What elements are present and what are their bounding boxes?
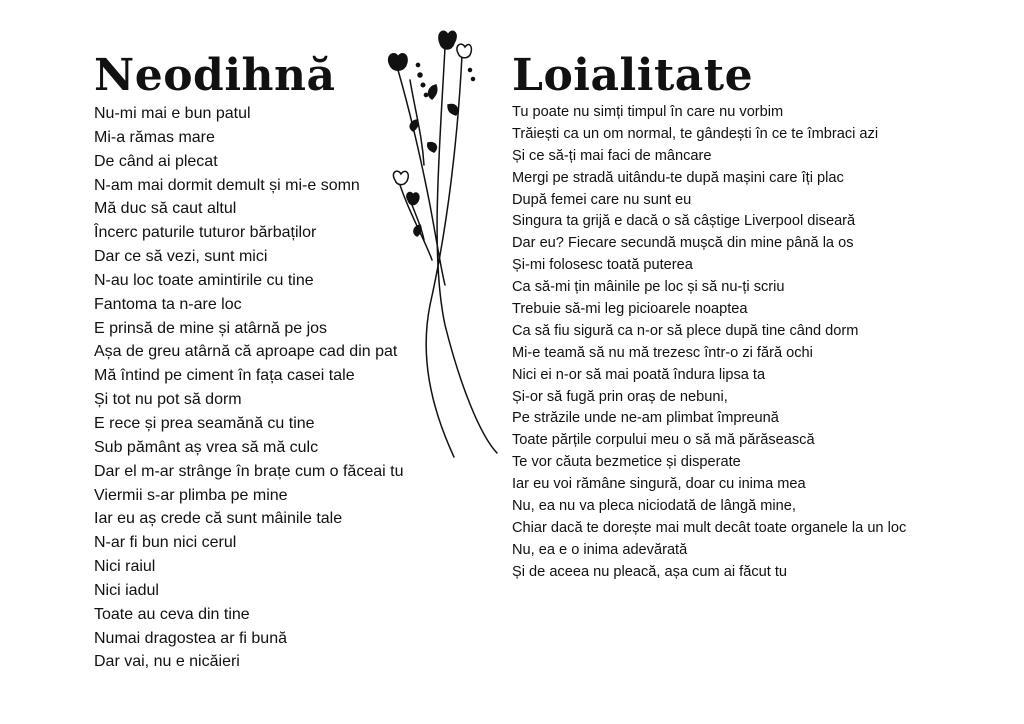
poem-line: Mă duc să caut altul [94, 200, 237, 218]
poem-line: Și ce să-ți mai faci de mâncare [512, 147, 712, 164]
poem-line: Toate părțile corpului meu o să mă părăsească [512, 432, 815, 449]
poem-line: Nu, ea nu va pleca niciodată de lângă mine, [512, 498, 796, 515]
poem-line: Trebuie să-mi leg picioarele noaptea [512, 301, 748, 318]
poem-line: Dar ce să vezi, sunt mici [94, 248, 268, 266]
poem-line: Tu poate nu simți timpul în care nu vorbim [512, 104, 784, 120]
poem-line: Chiar dacă te dorește mai mult decât toate organele la un loc [512, 519, 907, 536]
poem-line: Sub pământ aș vrea să mă culc [94, 438, 319, 456]
poem-line: N-ar fi bun nici cerul [94, 534, 237, 552]
left-poem-lines [94, 102, 403, 674]
poem-line: Toate au ceva din tine [94, 605, 250, 623]
poem-line: E rece și prea seamănă cu tine [94, 414, 315, 432]
poem-line: Viermii s-ar plimba pe mine [94, 486, 288, 504]
poem-line: Pe străzile unde ne-am plimbat împreună [512, 410, 779, 427]
poem-line: Trăiești ca un om normal, te gândești în ce te îmbraci azi [512, 125, 879, 142]
poem-line: E prinsă de mine și atârnă pe jos [94, 319, 328, 337]
poem-line: Mi-e teamă să nu mă trezesc într-o zi fără ochi [512, 344, 813, 361]
poem-line: Iar eu aș crede că sunt mâinile tale [94, 510, 343, 528]
left-poem-title: Neodihnă [94, 50, 336, 101]
poem-line: Și tot nu pot să dorm [94, 391, 242, 409]
poem-line: De când ai plecat [94, 152, 218, 170]
poem-line: Mergi pe stradă uitându-te după mașini care îți plac [512, 169, 844, 186]
poem-line: Încerc paturile tuturor bărbaților [94, 224, 317, 242]
wildflower-illustration-icon [370, 25, 520, 465]
poem-line: Nu-mi mai e bun patul [94, 105, 251, 122]
poem-line: Mi-a rămas mare [94, 128, 215, 146]
poem-line: Și-or să fugă prin oraș de nebuni, [512, 388, 728, 405]
poem-line: Nici ei n-or să mai poată îndura lipsa ta [512, 366, 766, 383]
poem-line: Mă întind pe ciment în fața casei tale [94, 367, 355, 385]
poem-line: N-am mai dormit demult și mi-e somn [94, 176, 360, 194]
poem-line: Și-mi folosesc toată puterea [512, 257, 693, 274]
poem-line: Numai dragostea ar fi bună [94, 629, 287, 647]
poem-line: Singura ta grijă e dacă o să câștige Liverpool diseară [512, 213, 856, 230]
poem-line: Dar eu? Fiecare secundă mușcă din mine până la os [512, 235, 854, 252]
right-poem-title: Loialitate [512, 50, 754, 101]
right-poem-lines [512, 102, 906, 584]
poem-line: Așa de greu atârnă că aproape cad din pat [94, 343, 398, 361]
poem-line: Fantoma ta n-are loc [94, 295, 242, 313]
poem-line: N-au loc toate amintirile cu tine [94, 271, 314, 289]
poem-line: Nici raiul [94, 558, 156, 576]
poem-line: După femei care nu sunt eu [512, 191, 692, 208]
poem-line: Ca să-mi țin mâinile pe loc și să nu-ți scriu [512, 279, 785, 296]
poem-line: Ca să fiu sigură ca n-or să plece după tine când dorm [512, 322, 859, 339]
poem-line: Dar vai, nu e nicăieri [94, 653, 240, 671]
poem-line: Dar el m-ar strânge în brațe cum o făceai tu [94, 462, 404, 480]
poem-line: Și de aceea nu pleacă, așa cum ai făcut tu [512, 563, 788, 580]
poem-line: Iar eu voi rămâne singură, doar cu inima mea [512, 476, 806, 493]
poem-line: Nici iadul [94, 581, 159, 599]
poem-line: Te vor căuta bezmetice și disperate [512, 454, 741, 471]
poem-line: Nu, ea e o inima adevărată [512, 541, 688, 558]
